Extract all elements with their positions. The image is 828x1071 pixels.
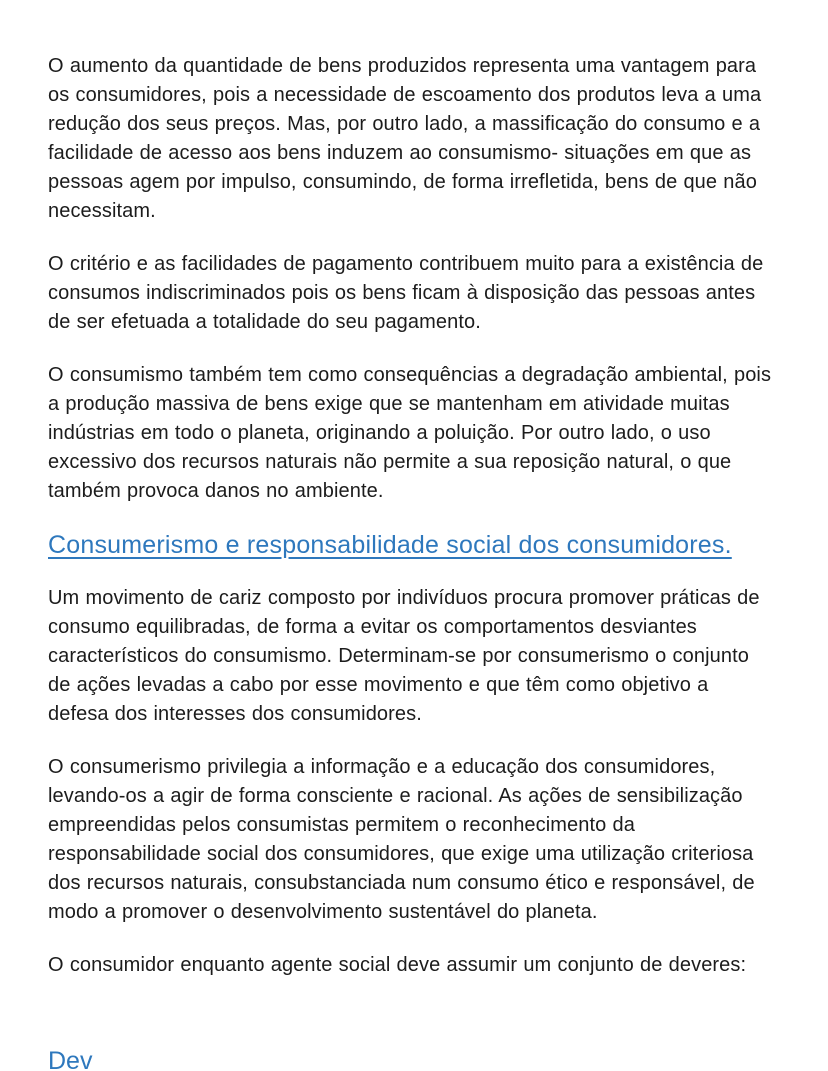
paragraph-consumer-education: O consumerismo privilegia a informação e a educação dos consumidores, levando-os a agir de forma consciente e racional. As ações de sensibilização empreendidas pelos consumistas permitem o reconhecimento da responsabilidade social dos consumidores, que exige uma utilização criteriosa dos recursos naturais, consubstanciada num consumo ético e responsável, de modo a promover o desenvolvimento sustentável do planeta. [48,756,755,923]
paragraph-payment-facilities: O critério e as facilidades de pagamento contribuem muito para a existência de consumos indiscriminados pois os bens ficam à disposição das pessoas antes de ser efetuada a totalidade do seu pagamento. [48,253,764,333]
document-content [48,52,774,1004]
section-heading-consumerismo: Consumerismo e responsabilidade social dos consumidores. [48,531,732,559]
paragraph-environmental-degradation: O consumismo também tem como consequências a degradação ambiental, pois a produção massiva de bens exige que se mantenham em atividade muitas indústrias em todo o planeta, originando a poluição. Por outro lado, o uso excessivo dos recursos naturais não permite a sua reposição natural, o que também provoca danos no ambiente. [48,364,772,502]
paragraph-production-advantage: O aumento da quantidade de bens produzidos representa uma vantagem para os consumidores, pois a necessidade de escoamento dos produtos leva a uma redução dos seus preços. Mas, por outro lado, a massificação do consumo e a facilidade de acesso aos bens induzem ao consumismo- situações em que as pessoas agem por impulso, consumindo, de forma irrefletida, bens de que não necessitam. [48,55,762,222]
paragraph-consumer-movement: Um movimento de cariz composto por indivíduos procura promover práticas de consumo equilibradas, de forma a evitar os comportamentos desviantes característicos do consumismo. Determinam-se por consumerismo o conjunto de ações levadas a cabo por esse movimento e que têm como objetivo a defesa dos interesses dos consumidores. [48,587,760,725]
paragraph-consumer-duties-intro: O consumidor enquanto agente social deve assumir um conjunto de deveres: [48,954,747,976]
next-section-heading-fragment: Dev [48,1047,93,1071]
